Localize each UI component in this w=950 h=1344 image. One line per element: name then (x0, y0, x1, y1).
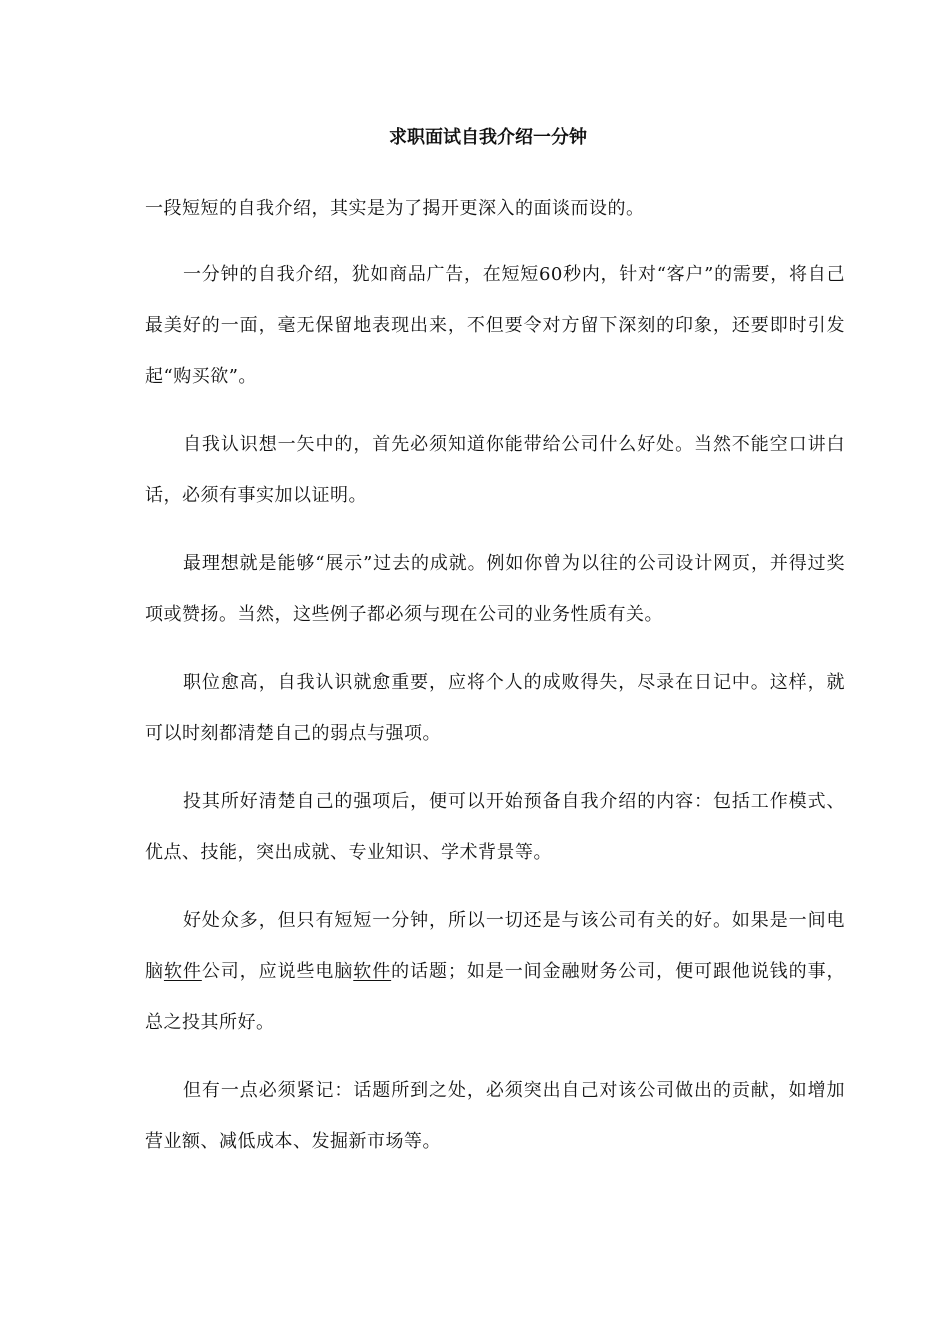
paragraph-one-minute: 一分钟的自我介绍，犹如商品广告，在短短60秒内，针对“客户”的需要，将自己最美好的一面，毫无保留地表现出来，不但要令对方留下深刻的印象，还要即时引发起“购买欲”。 (145, 264, 845, 387)
paragraph-position: 职位愈高，自我认识就愈重要，应将个人的成败得失，尽录在日记中。这样，就可以时刻都清楚自己的弱点与强项。 (145, 672, 845, 744)
paragraph-contribution: 但有一点必须紧记：话题所到之处，必须突出自己对该公司做出的贡献，如增加营业额、减低成本、发掘新市场等。 (145, 1080, 845, 1152)
paragraph-achievements: 最理想就是能够“展示”过去的成就。例如你曾为以往的公司设计网页，并得过奖项或赞扬。当然，这些例子都必须与现在公司的业务性质有关。 (145, 553, 845, 625)
paragraph-text-segment: 好处众多，但只有短短一分钟，所以一切还是与该公司有关的好。如果是一间电脑 (145, 910, 845, 982)
software-link[interactable]: 软件 (353, 961, 392, 982)
paragraph-self-knowledge: 自我认识想一矢中的，首先必须知道你能带给公司什么好处。当然不能空口讲白话，必须有事实加以证明。 (145, 434, 845, 506)
paragraph-text-segment: 公司，应说些电脑 (201, 961, 354, 982)
paragraph-intro: 一段短短的自我介绍，其实是为了揭开更深入的面谈而设的。 (145, 198, 645, 219)
paragraph-tailoring (145, 895, 845, 1048)
paragraph-text-segment: 的话题；如是一间金融财务公司，便可跟他说钱的事，总之投其所好。 (145, 961, 846, 1033)
document-title: 求职面试自我介绍一分钟 (389, 127, 587, 148)
paragraph-strengths: 投其所好清楚自己的强项后，便可以开始预备自我介绍的内容：包括工作模式、优点、技能，突出成就、专业知识、学术背景等。 (145, 791, 845, 863)
software-link[interactable]: 软件 (163, 961, 202, 982)
